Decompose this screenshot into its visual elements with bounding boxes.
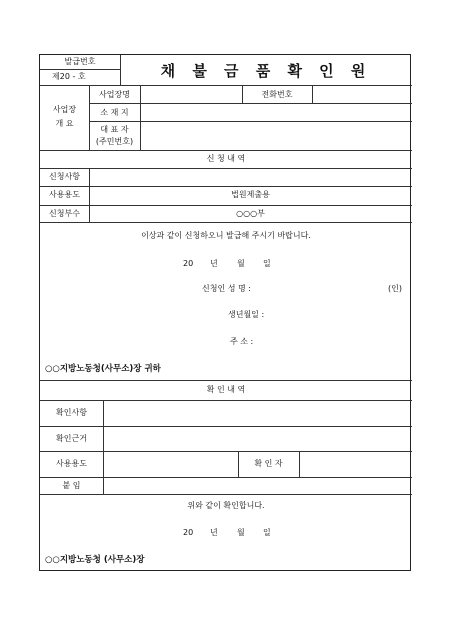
confirmation-date-month: 월: [237, 528, 245, 537]
divider: [40, 150, 412, 151]
issue-number-label: 발급번호: [64, 57, 96, 66]
confirmation-date-year-unit: 년: [210, 528, 218, 537]
application-date-month: 월: [237, 259, 245, 268]
divider: [40, 477, 412, 478]
resident-number-label: (주민번호): [95, 137, 134, 146]
confirmation-section-title: 확 인 내 역: [206, 385, 246, 394]
divider: [89, 121, 412, 122]
divider: [40, 426, 412, 427]
divider: [40, 494, 412, 495]
address-label: 소 재 지: [100, 108, 129, 117]
confirmation-matter-label: 확인사항: [56, 408, 87, 417]
attachment-label: 붙 임: [62, 481, 81, 490]
confirmation-date-day: 일: [263, 528, 271, 537]
representative-label: 대 표 자: [100, 125, 129, 134]
applicant-address-label: 주 소 :: [230, 337, 254, 346]
seal-mark: (인): [388, 284, 402, 293]
divider: [103, 400, 104, 494]
request-label: 신청사항: [49, 172, 80, 181]
birth-date-label: 생년월일 :: [228, 310, 265, 319]
wage-arrears-confirmation-form: [39, 54, 411, 571]
divider: [40, 168, 412, 169]
divider: [299, 451, 300, 477]
business-name-label: 사업장명: [99, 90, 130, 99]
confirmation-basis-label: 확인근거: [56, 434, 87, 443]
copies-label: 신청부수: [49, 209, 80, 218]
confirmation-date-year: 20: [183, 528, 194, 537]
divider: [312, 85, 313, 103]
divider: [40, 380, 412, 381]
application-date-year: 20: [183, 259, 194, 268]
issuer-line: ○○지방노동청 (사무소)장: [45, 555, 145, 565]
purpose-label: 사용용도: [49, 190, 80, 199]
divider: [40, 451, 412, 452]
divider: [140, 85, 141, 150]
application-section-title: 신 청 내 역: [206, 154, 246, 163]
application-date-year-unit: 년: [210, 259, 218, 268]
copies-value: ○○○부: [236, 209, 265, 218]
confirmation-statement: 위와 같이 확인합니다.: [187, 501, 265, 510]
application-date-day: 일: [263, 259, 271, 268]
divider: [89, 103, 412, 104]
confirmer-label: 확 인 자: [254, 459, 283, 468]
form-title: 채 불 금 품 확 인 원: [160, 62, 372, 80]
divider: [40, 222, 412, 223]
phone-label: 전화번호: [261, 90, 293, 99]
business-overview-label: 사업장: [52, 105, 77, 114]
divider: [40, 400, 412, 401]
divider: [40, 205, 412, 206]
confirmation-purpose-label: 사용용도: [56, 459, 87, 468]
recipient-line: ○○지방노동청(사무소)장 귀하: [45, 364, 161, 374]
application-statement: 이상과 같이 신청하오니 발급해 주시기 바랍니다.: [141, 231, 311, 240]
applicant-name-label: 신청인 성 명 :: [202, 284, 251, 293]
divider: [40, 85, 412, 86]
divider: [40, 186, 412, 187]
issue-number: 제20 - 호: [52, 72, 86, 81]
purpose-value: 법원제출용: [231, 190, 270, 199]
business-overview-label-2: 개 요: [55, 119, 74, 128]
divider: [40, 69, 120, 70]
